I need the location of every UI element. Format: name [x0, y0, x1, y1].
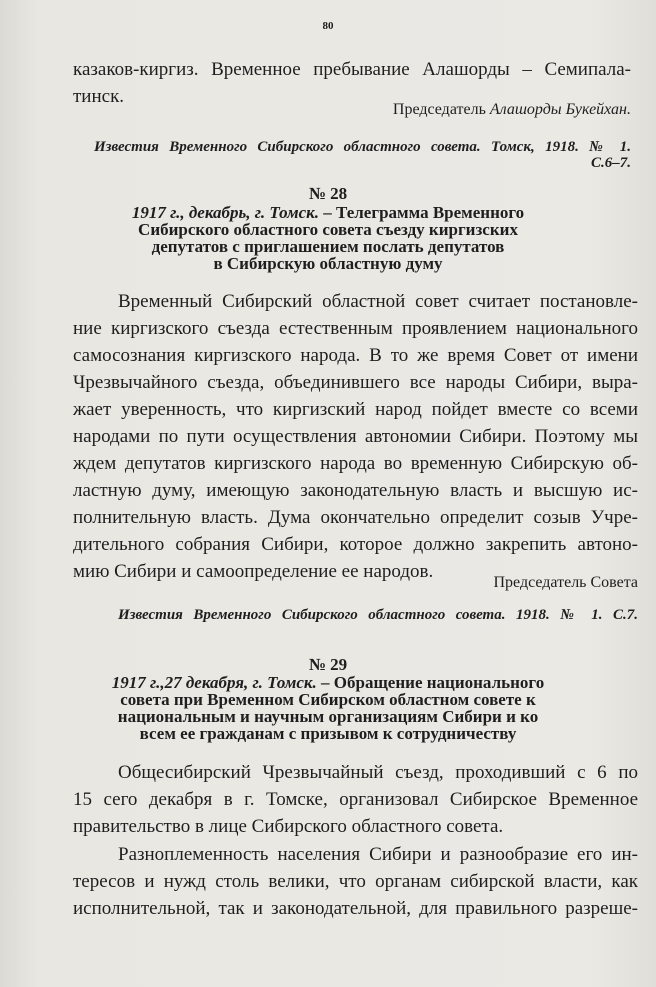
- doc-29-title-line-2: совета при Временном Сибирском областном совете к: [120, 690, 536, 709]
- source-1-line-2: С.6–7.: [590, 155, 631, 171]
- doc-28-title-start: – Телеграмма Временного: [323, 203, 525, 222]
- doc-28-body-line-7: ждем депутатов киргизского народа во временную Сибирскую об-: [73, 453, 638, 474]
- doc-29-para-1-line-1: Общесибирский Чрезвычайный съезд, проходивший с 6 по: [118, 762, 638, 783]
- doc-29-date: 1917 г.,27 декабря, г. Томск.: [111, 673, 317, 692]
- doc-28-body-line-2: ние киргизского съезда естественным проявлением национального: [73, 318, 638, 339]
- doc-28-date: 1917 г., декабрь, г. Томск.: [131, 203, 320, 222]
- doc-28-body-line-11: мию Сибири и самоопределение ее народов.: [73, 561, 434, 582]
- doc-28-title-line-2: Сибирского областного совета съезду киргизских: [138, 220, 518, 239]
- doc-29-para-1-line-3: правительство в лице Сибирского областного совета.: [73, 816, 504, 837]
- doc-28-body-line-9: полнительную власть. Дума окончательно определит созыв Учре-: [73, 507, 638, 528]
- doc-28-body-line-1: Временный Сибирский областной совет считает постановле-: [118, 291, 638, 312]
- doc-28-source: Известия Временного Сибирского областного совета. 1918. № 1. С.7.: [118, 607, 638, 623]
- doc-28-title-line-1: [0, 204, 656, 221]
- doc-29-title-start: – Обращение национального: [321, 673, 545, 692]
- doc-28-title-line-3: депутатов с приглашением послать депутатов: [151, 237, 505, 256]
- doc-28-signature: Председатель Совета: [493, 574, 638, 591]
- doc-29-title-line-1: [0, 674, 656, 691]
- intro-line-1: казаков-киргиз. Временное пребывание Алашорды – Семипала-: [73, 59, 631, 80]
- doc-28-body-line-3: самосознания киргизского народа. В то же время Совет от имени: [73, 345, 638, 366]
- page-number: 80: [322, 20, 334, 32]
- doc-29-title-line-4: всем ее гражданам с призывом к сотрудничеству: [139, 724, 517, 743]
- doc-28-body-line-5: жает уверенность, что киргизский народ пойдет вместе со всеми: [73, 399, 638, 420]
- doc-28-body-line-6: народами по пути осуществления автономии Сибири. Поэтому мы: [73, 426, 638, 447]
- doc-28-number: № 28: [308, 184, 348, 203]
- intro-signature: [300, 101, 631, 119]
- doc-28-body-line-8: ластную думу, имеющую законодательную власть и высшую ис-: [73, 480, 638, 501]
- doc-28-title-line-4: в Сибирскую областную думу: [213, 254, 443, 273]
- doc-29-number: № 29: [308, 655, 348, 674]
- doc-29-para-1-line-2: 15 сего декабря в г. Томске, организовал Сибирское Временное: [73, 789, 638, 810]
- doc-28-body-line-4: Чрезвычайного съезда, объединившего все народы Сибири, выра-: [73, 372, 638, 393]
- signature-name: Алашорды Букейхан.: [489, 101, 631, 118]
- doc-29-para-2-line-1: Разноплеменность населения Сибири и разнообразие его ин-: [118, 844, 638, 865]
- source-1-line-1: Известия Временного Сибирского областного совета. Томск, 1918. № 1.: [94, 139, 631, 155]
- signature-role: Председатель: [392, 101, 486, 118]
- doc-29-para-2-line-2: тересов и нужд столь велики, что органам сибирской власти, как: [73, 871, 638, 892]
- doc-29-title-line-3: национальным и научным организациям Сибири и ко: [117, 707, 539, 726]
- intro-line-2: тинск.: [73, 86, 125, 107]
- doc-29-para-2-line-3: исполнительной, так и законодательной, для правильного разреше-: [73, 898, 638, 919]
- doc-28-body-line-10: дительного собрания Сибири, которое должно закрепить автоно-: [73, 534, 638, 555]
